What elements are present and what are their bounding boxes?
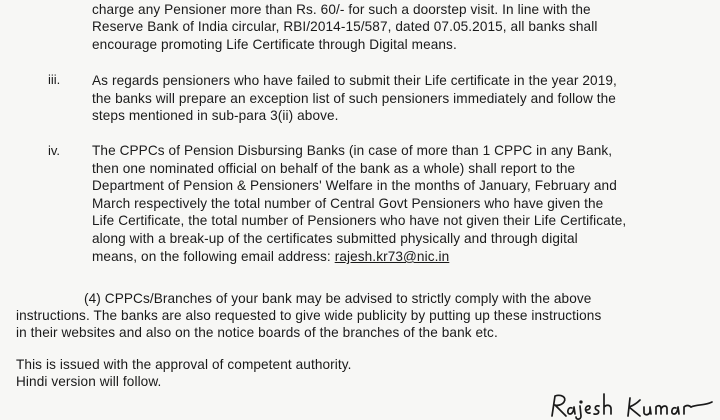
list-marker: iv.: [48, 143, 61, 158]
text-line: the banks will prepare an exception list of such pensioners immediately and follow the: [92, 91, 616, 106]
text-line: charge any Pensioner more than Rs. 60/- for such a doorstep visit. In line with the: [92, 2, 591, 17]
text-line: in their websites and also on the notice boards of the branches of the bank etc.: [16, 325, 498, 340]
text-line: Hindi version will follow.: [16, 374, 162, 389]
text-line: (4) CPPCs/Branches of your bank may be advised to strictly comply with the above: [84, 291, 592, 306]
text-line: steps mentioned in sub-para 3(ii) above.: [92, 108, 339, 123]
text-line: As regards pensioners who have failed to submit their Life certificate in the year 2019,: [92, 73, 617, 88]
text-line: instructions. The banks are also requested to give wide publicity by putting up these instructions: [16, 308, 602, 323]
text-line: Life Certificate, the total number of Pensioners who have not given their Life Certificate,: [92, 213, 627, 228]
text-line: [92, 249, 449, 265]
text-line: March respectively the total number of Central Govt Pensioners who have given the: [92, 196, 604, 211]
list-marker: iii.: [48, 72, 61, 87]
text-line: encourage promoting Life Certificate through Digital means.: [92, 37, 457, 52]
email-link[interactable]: rajesh.kr73@nic.in: [334, 249, 450, 264]
text-line: along with a break-up of the certificates submitted physically and through digital: [92, 231, 578, 246]
text-line: The CPPCs of Pension Disbursing Banks (in case of more than 1 CPPC in any Bank,: [92, 143, 613, 158]
text-fragment: means, on the following email address:: [92, 249, 335, 264]
text-line: then one nominated official on behalf of the bank as a whole) shall report to the: [92, 161, 576, 176]
text-line: Department of Pension & Pensioners' Welfare in the months of January, February and: [92, 178, 617, 193]
signature-image: [548, 392, 716, 420]
text-line: This is issued with the approval of competent authority.: [16, 357, 352, 372]
text-line: Reserve Bank of India circular, RBI/2014-15/587, dated 07.05.2015, all banks shall: [92, 19, 598, 34]
